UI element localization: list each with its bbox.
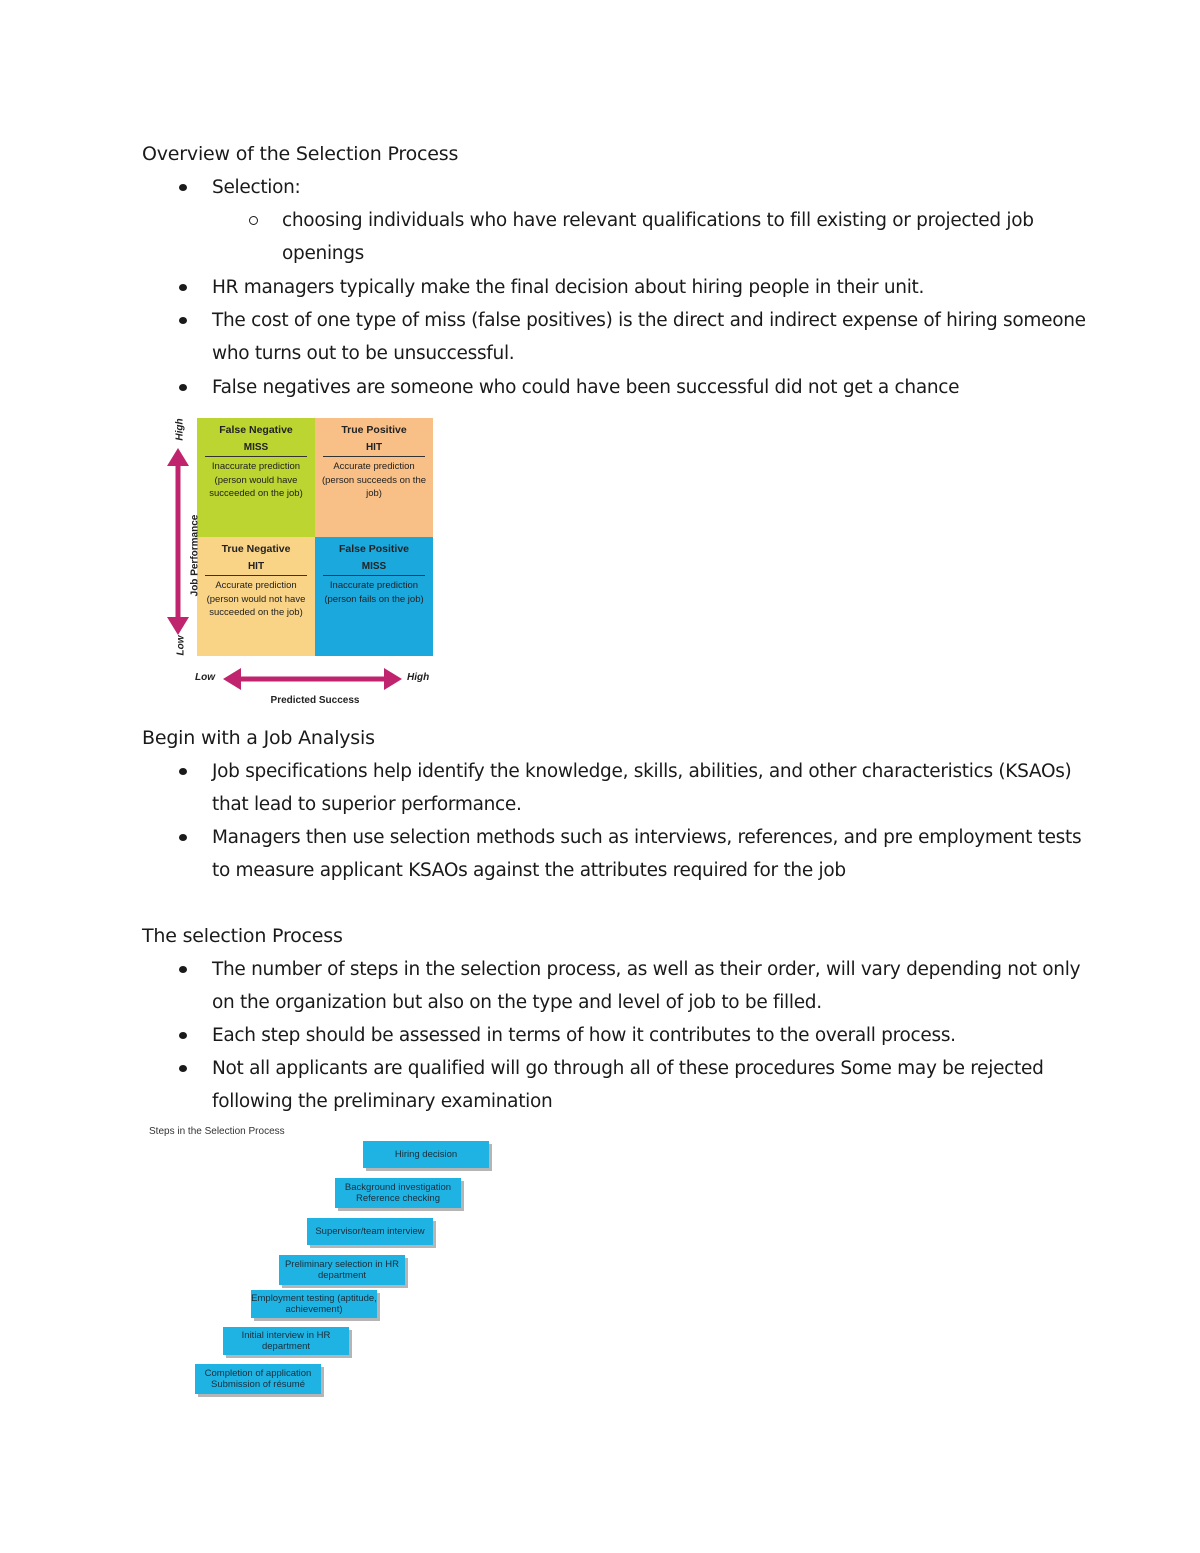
step-completion-of-application: Completion of application Submission of résumé (195, 1364, 321, 1394)
x-axis-low-label: Low (195, 672, 215, 683)
sub-bullet-selection-definition: choosing individuals who have relevant qualifications to fill existing or projected job openings (282, 204, 1062, 270)
x-axis-label: Predicted Success (270, 695, 360, 706)
bullet-hr-managers: HR managers typically make the final decision about hiring people in their unit. (212, 271, 1092, 304)
step-background-investigation: Background investigation Reference checking (335, 1178, 461, 1208)
quadrant-title: True Negative (221, 543, 291, 555)
quadrant-title: False Positive (338, 543, 410, 555)
steps-figure-title: Steps in the Selection Process (149, 1126, 285, 1137)
quadrant-result: HIT (205, 561, 307, 576)
quadrant-description: Inaccurate prediction (person would have succeeded on the job) (209, 461, 303, 499)
heading-selection-process: The selection Process (142, 925, 343, 947)
x-axis-arrow-head-right (384, 668, 402, 690)
bullet-assess-each-step: Each step should be assessed in terms of how it contributes to the overall process. (212, 1019, 1092, 1052)
bullet-false-negatives: False negatives are someone who could have been successful did not get a chance (212, 371, 1092, 404)
y-axis-label: Job Performance (189, 514, 201, 597)
step-supervisor-interview: Supervisor/team interview (307, 1218, 433, 1245)
quadrant-result: MISS (323, 561, 425, 576)
bullet-selection-methods: Managers then use selection methods such as interviews, references, and pre employment tests to measure applicant KSAOs against the attributes required for the job (212, 821, 1092, 887)
step-preliminary-selection: Preliminary selection in HR department (279, 1255, 405, 1285)
quadrant-result: MISS (205, 442, 307, 457)
x-axis-arrow-head-left (223, 668, 241, 690)
quadrant-description: Accurate prediction (person succeeds on the job) (321, 461, 427, 499)
bullet-selection: Selection: (212, 171, 1092, 204)
quadrant-description: Accurate prediction (person would not have succeeded on the job) (206, 580, 306, 618)
quadrant-false-positive (315, 537, 433, 656)
quadrant-false-negative (197, 418, 315, 537)
bullet-job-specifications: Job specifications help identify the knowledge, skills, abilities, and other characteristics (KSAOs) that lead to superior performance. (212, 755, 1092, 821)
step-employment-testing: Employment testing (aptitude, achievement) (251, 1290, 377, 1318)
quadrant-result: HIT (323, 442, 425, 457)
y-axis-low-label: Low (175, 635, 187, 656)
quadrant-true-negative (197, 537, 315, 656)
x-axis-high-label: High (407, 672, 430, 683)
heading-job-analysis: Begin with a Job Analysis (142, 727, 375, 749)
y-axis-arrow-head-up (167, 448, 189, 466)
bullet-not-all-applicants: Not all applicants are qualified will go through all of these procedures Some may be rejected following the preliminary examination (212, 1052, 1092, 1118)
bullet-cost-of-miss: The cost of one type of miss (false positives) is the direct and indirect expense of hiring someone who turns out to be unsuccessful. (212, 304, 1092, 370)
selection-steps-figure (145, 1122, 505, 1402)
prediction-quadrant-figure (145, 410, 445, 710)
quadrant-title: False Negative (219, 424, 293, 436)
heading-overview: Overview of the Selection Process (142, 143, 459, 165)
quadrant-true-positive (315, 418, 433, 537)
quadrant-title: True Positive (341, 424, 407, 436)
y-axis-arrow-head-down (167, 617, 189, 635)
quadrant-description: Inaccurate prediction (person fails on the job) (324, 580, 424, 605)
bullet-number-of-steps: The number of steps in the selection process, as well as their order, will vary depending not only on the organization but also on the type and level of job to be filled. (212, 953, 1092, 1019)
step-initial-interview: Initial interview in HR department (223, 1327, 349, 1355)
y-axis-high-label: High (174, 418, 186, 441)
step-hiring-decision: Hiring decision (363, 1141, 489, 1168)
